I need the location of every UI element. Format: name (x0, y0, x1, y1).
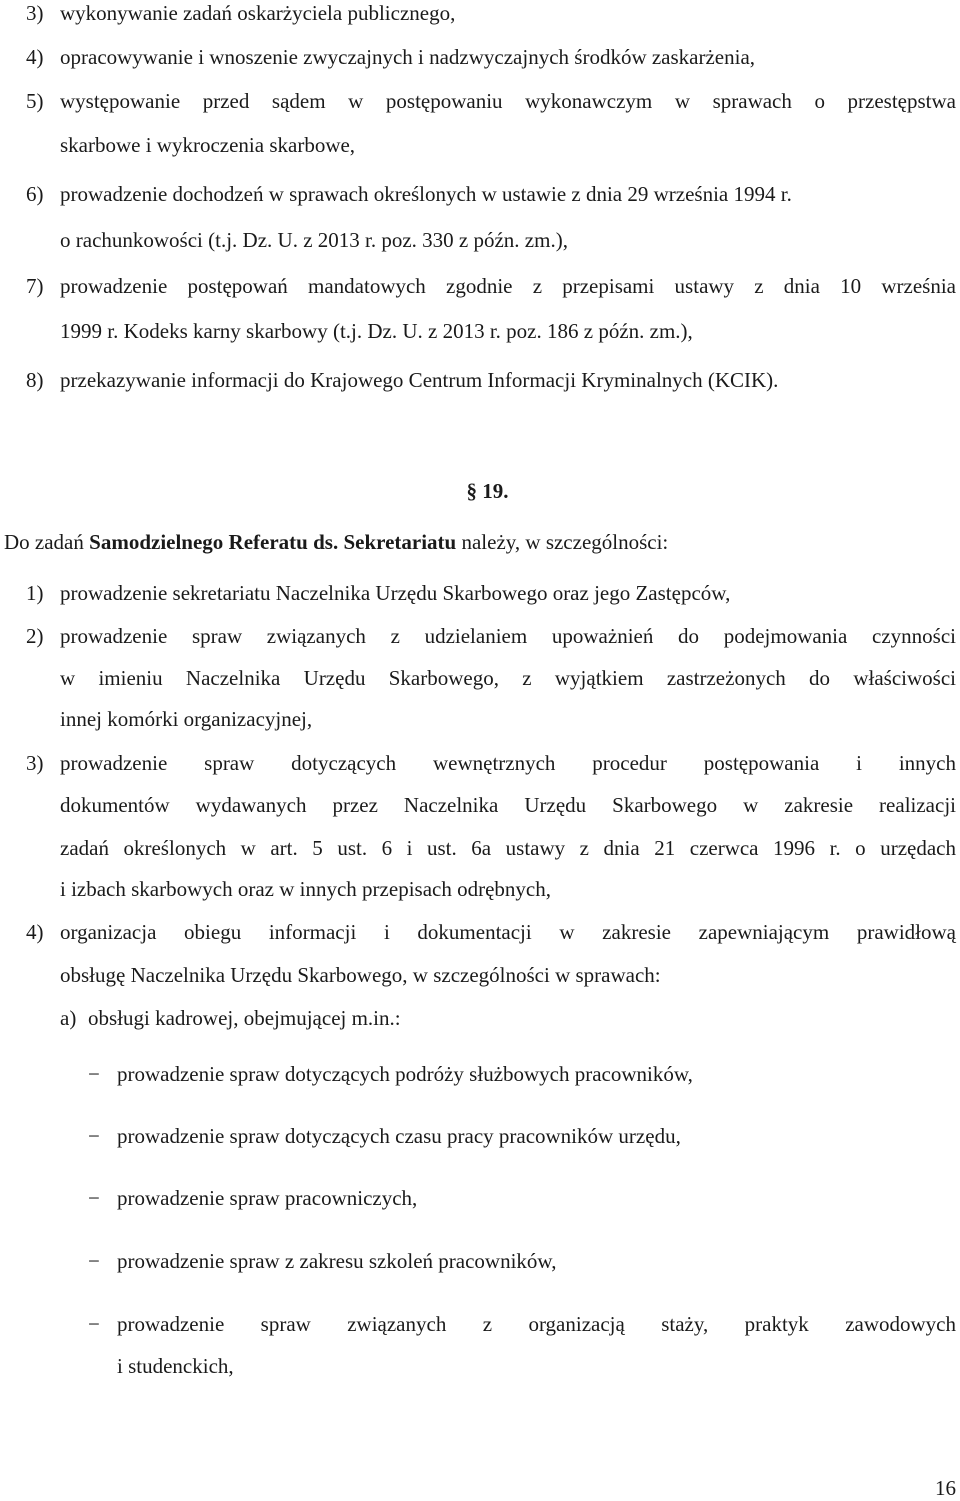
item-text: prowadzenie postępowań mandatowych zgodnie z przepisami ustawy z dnia 10 września (60, 274, 956, 298)
item-text: zadań określonych w art. 5 ust. 6 i ust. 6a ustawy z dnia 21 czerwca 1996 r. o urzędach (60, 836, 956, 860)
unit-name: Samodzielnego Referatu ds. Sekretariatu (89, 530, 457, 554)
item-text: organizacja obiegu informacji i dokumentacji w zakresie zapewniającym prawidłową (60, 920, 956, 944)
item-text: obsługę Naczelnika Urzędu Skarbowego, w szczególności w sprawach: (60, 963, 661, 987)
item-text: prowadzenie spraw dotyczących wewnętrznych procedur postępowania i innych (60, 751, 956, 775)
item-number: 1) (26, 581, 44, 605)
dash-text: i studenckich, (117, 1354, 234, 1378)
dash-marker: − (88, 1249, 100, 1273)
item-number: 3) (26, 1, 44, 25)
dash-marker: − (88, 1186, 100, 1210)
item-number: 3) (26, 751, 44, 775)
dash-text: prowadzenie spraw związanych z organizacją staży, praktyk zawodowych (117, 1312, 956, 1336)
dash-text: prowadzenie spraw dotyczących podróży służbowych pracowników, (117, 1062, 693, 1086)
dash-marker: − (88, 1062, 100, 1086)
item-text: skarbowe i wykroczenia skarbowe, (60, 133, 356, 157)
dash-marker: − (88, 1312, 100, 1336)
item-text: w imieniu Naczelnika Urzędu Skarbowego, z wyjątkiem zastrzeżonych do właściwości (60, 666, 956, 690)
intro-post: należy, w szczególności: (456, 530, 669, 554)
intro-pre: Do zadań (4, 530, 90, 554)
item-text: dokumentów wydawanych przez Naczelnika Urzędu Skarbowego w zakresie realizacji (60, 793, 956, 817)
dash-text: prowadzenie spraw pracowniczych, (117, 1186, 418, 1210)
item-text: opracowywanie i wnoszenie zwyczajnych i nadzwyczajnych środków zaskarżenia, (60, 45, 756, 69)
item-text: prowadzenie sekretariatu Naczelnika Urzędu Skarbowego oraz jego Zastępców, (60, 581, 731, 605)
item-text: 1999 r. Kodeks karny skarbowy (t.j. Dz. U. z 2013 r. poz. 186 z późn. zm.), (60, 319, 693, 343)
item-text: wykonywanie zadań oskarżyciela publicznego, (60, 1, 456, 25)
sub-item-text: obsługi kadrowej, obejmującej m.in.: (88, 1006, 401, 1030)
item-number: 5) (26, 89, 44, 113)
item-text: innej komórki organizacyjnej, (60, 707, 313, 731)
item-text: prowadzenie dochodzeń w sprawach określonych w ustawie z dnia 29 września 1994 r. (60, 182, 792, 206)
item-number: 4) (26, 45, 44, 69)
item-text: przekazywanie informacji do Krajowego Centrum Informacji Kryminalnych (KCIK). (60, 368, 779, 392)
dash-marker: − (88, 1124, 100, 1148)
item-number: 7) (26, 274, 44, 298)
dash-text: prowadzenie spraw z zakresu szkoleń pracowników, (117, 1249, 557, 1273)
sub-item-label: a) (60, 1006, 77, 1030)
item-number: 8) (26, 368, 44, 392)
intro-text (4, 529, 668, 555)
item-text: o rachunkowości (t.j. Dz. U. z 2013 r. poz. 330 z późn. zm.), (60, 228, 568, 252)
page-number: 16 (935, 1476, 956, 1500)
item-number: 2) (26, 624, 44, 648)
item-text: występowanie przed sądem w postępowaniu wykonawczym w sprawach o przestępstwa (60, 89, 956, 113)
item-text: prowadzenie spraw związanych z udzielaniem upoważnień do podejmowania czynności (60, 624, 956, 648)
item-number: 6) (26, 182, 44, 206)
section-number: § 19. (466, 479, 509, 503)
item-number: 4) (26, 920, 44, 944)
item-text: i izbach skarbowych oraz w innych przepisach odrębnych, (60, 877, 551, 901)
dash-text: prowadzenie spraw dotyczących czasu pracy pracowników urzędu, (117, 1124, 681, 1148)
